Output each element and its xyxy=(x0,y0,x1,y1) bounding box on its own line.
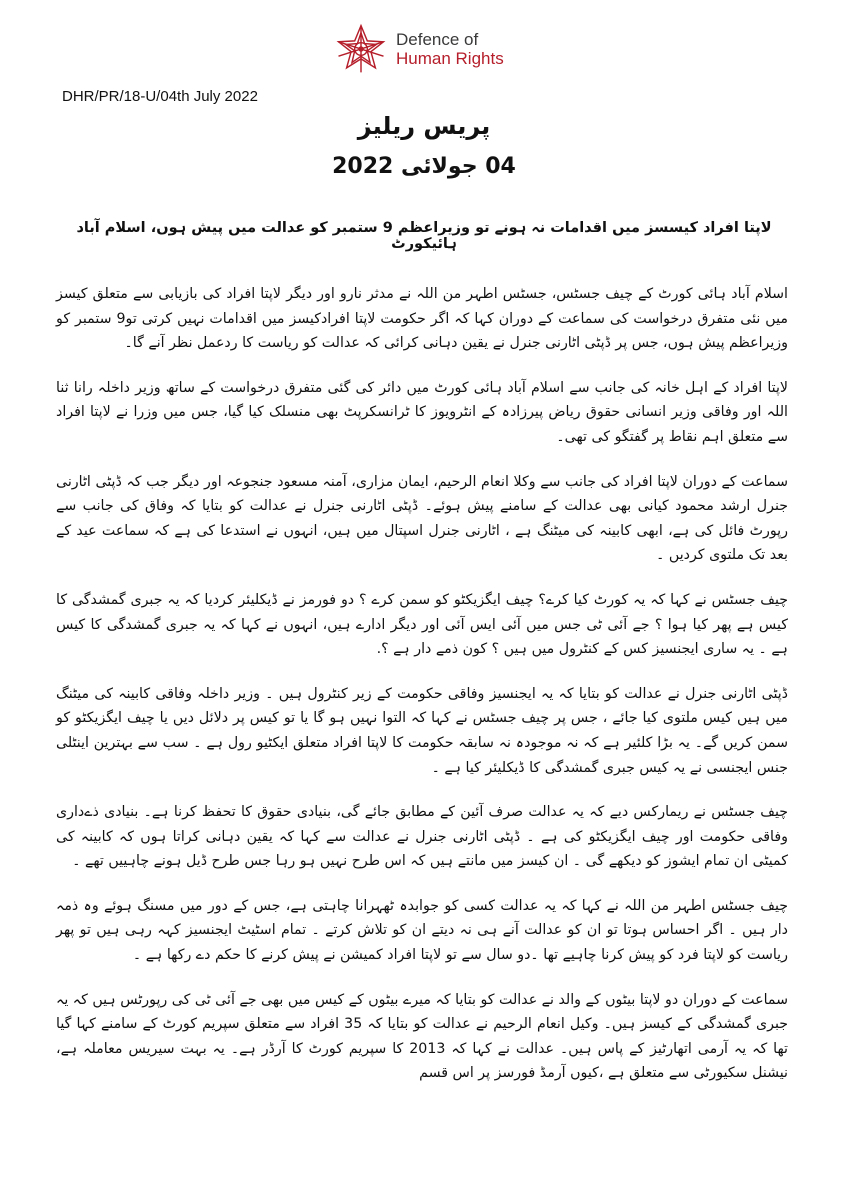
release-date: 04 جولائی 2022 xyxy=(332,154,516,179)
paragraph: سماعت کے دوران لاپتا افراد کی جانب سے وکلا انعام الرحیم، ایمان مزاری، آمنہ مسعود جنجوعہ اور دیگر جب کہ ڈپٹی اٹارنی جنرل ارشد محمود کیانی بھی عدالت کے سامنے پیش ہوئے۔ ڈپٹی اٹارنی جنرل نے عدالت کو بتایا کہ وفاق کی جانب سے رپورٹ فائل کی ہے، ابھی کابینہ کی میٹنگ ہے ، اٹارنی جنرل اسپتال میں ہیں، انہوں نے استدعا کی ہے کہ سماعت عید کے بعد تک ملتوی کردیں ۔ xyxy=(56,473,788,564)
reference-number: DHR/PR/18-U/04th July 2022 xyxy=(62,88,258,105)
paragraph: لاپتا افراد کے اہل خانہ کی جانب سے اسلام آباد ہائی کورٹ میں دائر کی گئی متفرق درخواست کے ساتھ وزیر داخلہ رانا ثنا اللہ اور وفاقی وزیر انسانی حقوق ریاض پیرزادہ کے انٹرویوز کا ٹرانسکرپٹ بھی منسلک کیا گیا، جس میں وزرا نے لاپتا افراد سے متعلق اہم نقاط پر گفتگو کی تھی۔ xyxy=(56,379,788,445)
headline: لاپتا افراد کیسسز میں اقدامات نہ ہونے تو وزیراعظم 9 ستمبر کو عدالت میں پیش ہوں، اسلام آباد ہائیکورٹ xyxy=(76,220,772,252)
paragraph: چیف جسٹس اطہر من اللہ نے کہا کہ یہ عدالت کسی کو جوابدہ ٹھہرانا چاہتی ہے، جس کے دور میں مسنگ ہوئے وہ ذمہ دار ہیں ۔ اگر احساس ہوتا تو ان کو عدالت آنے ہی نہ دیتے ان کو تلاش کرتے ۔ تمام اسٹیٹ ایجنسیز کہہ رہی ہیں تو پھر ریاست کو لاپتا فرد کو پیش کرنا چاہیے تھا ۔دو سال سے تو لاپتا افراد کمیشن نے پیش کرنے کا حکم دے رکھا ہے ۔ xyxy=(56,897,788,964)
page-title: پریس ریلیز xyxy=(357,112,491,140)
paragraph: چیف جسٹس نے ریمارکس دیے کہ یہ عدالت صرف آئین کے مطابق جائے گی، بنیادی حقوق کا تحفظ کرنا ہے۔ بنیادی ذےداری وفاقی حکومت اور چیف ایگزیکٹو کی ہے ۔ ڈپٹی اٹارنی جنرل نے عدالت سے کہا کہ یقین دہانی کراتا ہوں کہ کابینہ کی کمیٹی ان تمام ایشوز کو دیکھے گی ۔ ان کیسز میں مانتے ہیں کہ اس طرح نہیں ہو رہا جس طرح ڈیل ہونے چاہییں تھے ۔ xyxy=(56,804,788,870)
org-name-line2: Human Rights xyxy=(396,49,504,68)
rose-emblem-icon xyxy=(334,22,388,76)
paragraph: چیف جسٹس نے کہا کہ یہ کورٹ کیا کرے؟ چیف ایگزیکٹو کو سمن کرے ؟ دو فورمز نے ڈیکلیئر کردیا کہ یہ جبری گمشدگی کا کیس ہے پھر کیا ہوا ؟ جے آئی ٹی جس میں آئی ایس آئی اور دیگر ادارے ہیں، انہوں نے کہا کہ یہ جبری گمشدگی کا کیس ہے ۔ یہ ساری ایجنسیز کس کے کنٹرول میں ہیں ؟ کون ذمے دار ہے ؟. xyxy=(56,591,788,658)
org-name-line1: Defence of xyxy=(396,30,479,49)
org-logo xyxy=(334,22,504,76)
paragraph: ڈپٹی اٹارنی جنرل نے عدالت کو بتایا کہ یہ ایجنسیز وفاقی حکومت کے زیر کنٹرول ہیں ۔ وزیر داخلہ وفاقی کابینہ کی میٹنگ میں ہیں کیس ملتوی کیا جائے ، جس پر چیف جسٹس نے کہا کہ التوا نہیں ہو گا یا تو کیس پر دلائل دیں یا چیف ایگزیکٹو کو سمن کریں گے۔ یہ بڑا کلئیر ہے کہ نہ موجودہ نہ سابقہ حکومت کا لاپتا افراد متعلق ایکٹیو رول ہے ۔ سب سے بہترین اینٹلی جنس ایجنسی نے یہ کیس جبری گمشدگی کا ڈیکلیئر کیا ہے ۔ xyxy=(56,685,788,776)
paragraph: اسلام آباد ہائی کورٹ کے چیف جسٹس، جسٹس اطہر من اللہ نے مدثر نارو اور دیگر لاپتا افراد کی بازیابی سے متعلق کیسز میں نئی متفرق درخواست کی سماعت کے دوران کہا کہ اگر حکومت لاپتا افرادکیسز میں اقدامات نہیں کرتی تو9 ستمبر کو وزیراعظم پیش ہوں، جس پر ڈپٹی اٹارنی جنرل نے یقین دہانی کرائی کہ عدالت کو ریاست کا ردعمل نظر آنے گا۔ xyxy=(56,286,788,352)
paragraph: سماعت کے دوران دو لاپتا بیٹوں کے والد نے عدالت کو بتایا کہ میرے بیٹوں کے کیس میں بھی جے آئی ٹی کی رپورٹس ہیں کہ یہ جبری گمشدگی کے کیسز ہیں۔ وکیل انعام الرحیم نے عدالت کو بتایا کہ 35 افراد سے متعلق سپریم کورٹ کے سامنے کہا گیا تھا کہ یہ آرمی اتھارٹیز کے پاس ہیں۔ عدالت نے کہا کہ 2013 کا سپریم کورٹ کا آرڈر ہے۔ یہ بہت سیریس معاملہ ہے، نیشنل سکیورٹی سے متعلق ہے ،کیوں آرمڈ فورسز پر اس قسم xyxy=(56,991,788,1082)
article-body xyxy=(56,282,788,1106)
